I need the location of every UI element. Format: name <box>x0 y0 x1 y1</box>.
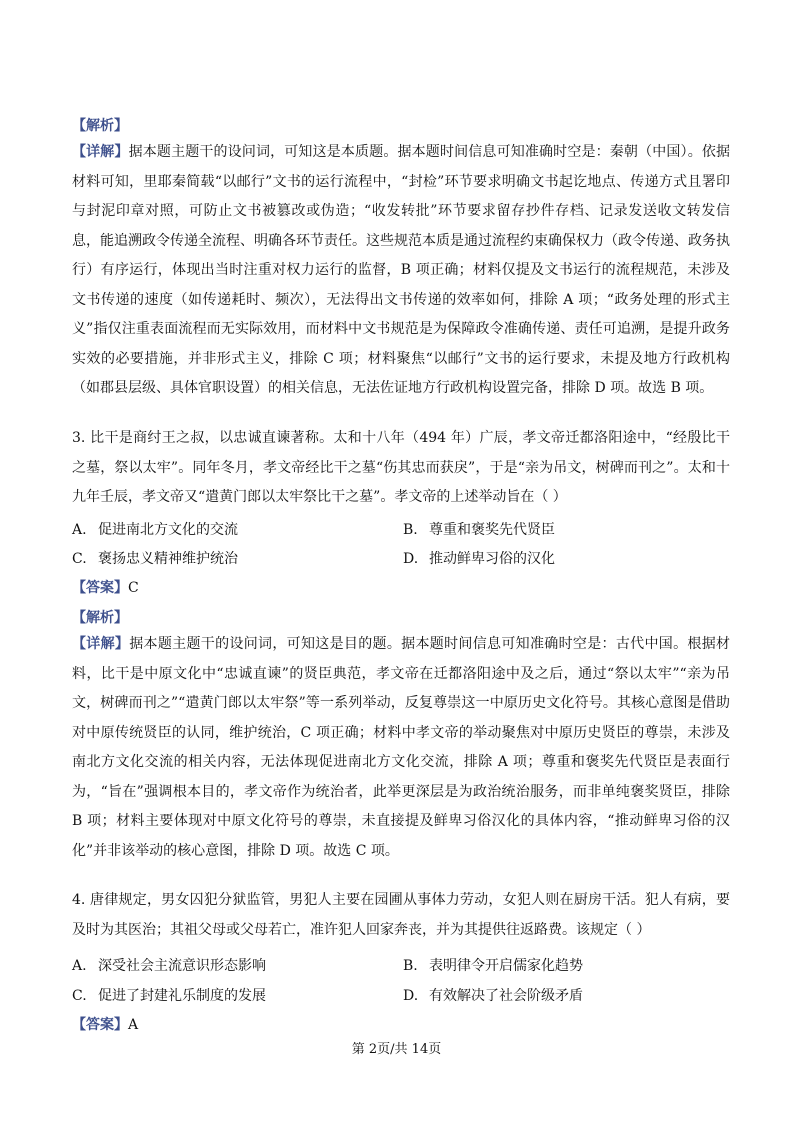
q4-option-d: D. 有效解决了社会阶级矛盾 <box>403 988 583 1004</box>
analysis-label: 【解析】 <box>72 610 128 626</box>
q4-option-a: A. 深受社会主流意识形态影响 <box>72 958 266 974</box>
q3-option-c: C. 褒扬忠义精神维护统治 <box>72 551 238 567</box>
q3-answer <box>72 578 139 598</box>
answer-value: A <box>128 1017 139 1033</box>
q3-analysis-detail <box>72 630 730 866</box>
detail-label: 【详解】 <box>72 144 129 160</box>
q4-option-b: B. 表明律令开启儒家化趋势 <box>403 958 583 974</box>
q3-option-d: D. 推动鲜卑习俗的汉化 <box>403 551 555 567</box>
question-4-stem: 4. 唐律规定，男女囚犯分狱监管，男犯人主要在园圃从事体力劳动，女犯人则在厨房干活。犯人有病，要及时为其医治；其祖父母或父母若亡，准许犯人回家奔丧，并为其提供往返路费。该规定（ ） <box>72 892 730 938</box>
answer-value: C <box>128 580 139 596</box>
answer-label: 【答案】 <box>72 1017 128 1033</box>
analysis-detail <box>72 138 730 404</box>
analysis-heading <box>72 116 128 136</box>
q3-option-b: B. 尊重和褒奖先代贤臣 <box>403 522 555 538</box>
answer-label: 【答案】 <box>72 580 128 596</box>
detail-label: 【详解】 <box>72 636 130 652</box>
q3-option-a: A. 促进南北方文化的交流 <box>72 522 238 538</box>
page-footer: 第 2页/共 14页 <box>351 1042 442 1057</box>
q4-answer <box>72 1015 138 1035</box>
analysis-label: 【解析】 <box>72 118 128 134</box>
detail-text: 据本题主题干的设问词，可知这是目的题。据本题时间信息可知准确时空是：古代中国。根据材料，比干是中原文化中“忠诚直谏”的贤臣典范，孝文帝在迁都洛阳途中及之后，通过“祭以太牢”“亲为吊文，树碑而刊之”“遣黄门郎以太牢祭”等一系列举动，反复尊崇这一中原历史文化符号。其核心意图是借助对中原传统贤臣的认同，维护统治，C 项正确；材料中孝文帝的举动聚焦对中原历史贤臣的尊崇，未涉及南北方文化交流的相关内容，无法体现促进南北方文化交流，排除 A 项；尊重和褒奖先代贤臣是表面行为，“旨在”强调根本目的，孝文帝作为统治者，此举更深层是为政治统治服务，而非单纯褒奖贤臣，排除 B 项；材料主要体现对中原文化符号的尊崇，未直接提及鲜卑习俗汉化的具体内容，“推动鲜卑习俗的汉化”并非该举动的核心意图，排除 D 项。故选 C 项。 <box>72 636 731 859</box>
question-3-stem: 3. 比干是商纣王之叔，以忠诚直谏著称。太和十八年（494 年）广辰，孝文帝迁都洛阳途中，“经殷比干之墓，祭以太牢”。同年冬月，孝文帝经比干之墓“伤其忠而获戾”，于是“亲为吊文，树碑而刊之”。太和十九年壬辰，孝文帝又“遣黄门郎以太牢祭比干之墓”。孝文帝的上述举动旨在（ ） <box>72 430 730 505</box>
q4-option-c: C. 促进了封建礼乐制度的发展 <box>72 988 266 1004</box>
q3-analysis-heading <box>72 608 128 628</box>
detail-text: 据本题主题干的设问词，可知这是本质题。据本题时间信息可知准确时空是：秦朝（中国）。依据材料可知，里耶秦简载“以邮行”文书的运行流程中，“封检”环节要求明确文书起讫地点、传递方式且署印与封泥印章对照，可防止文书被篡改或伪造；“收发转批”环节要求留存抄件存档、记录发送收文转发信息，能追溯政令传递全流程、明确各环节责任。这些规范本质是通过流程约束确保权力（政令传递、政务执行）有序运行，体现出当时注重对权力运行的监督，B 项正确；材料仅提及文书运行的流程规范，未涉及文书传递的速度（如传递耗时、频次），无法得出文书传递的效率如何，排除 A 项；“政务处理的形式主义”指仅注重表面流程而无实际效用，而材料中文书规范是为保障政令准确传递、责任可追溯，是提升政务实效的必要措施，并非形式主义，排除 C 项；材料聚焦“以邮行”文书的运行要求，未提及地方行政机构（如郡县层级、具体官职设置）的相关信息，无法佐证地方行政机构设置完备，排除 D 项。故选 B 项。 <box>72 144 730 396</box>
